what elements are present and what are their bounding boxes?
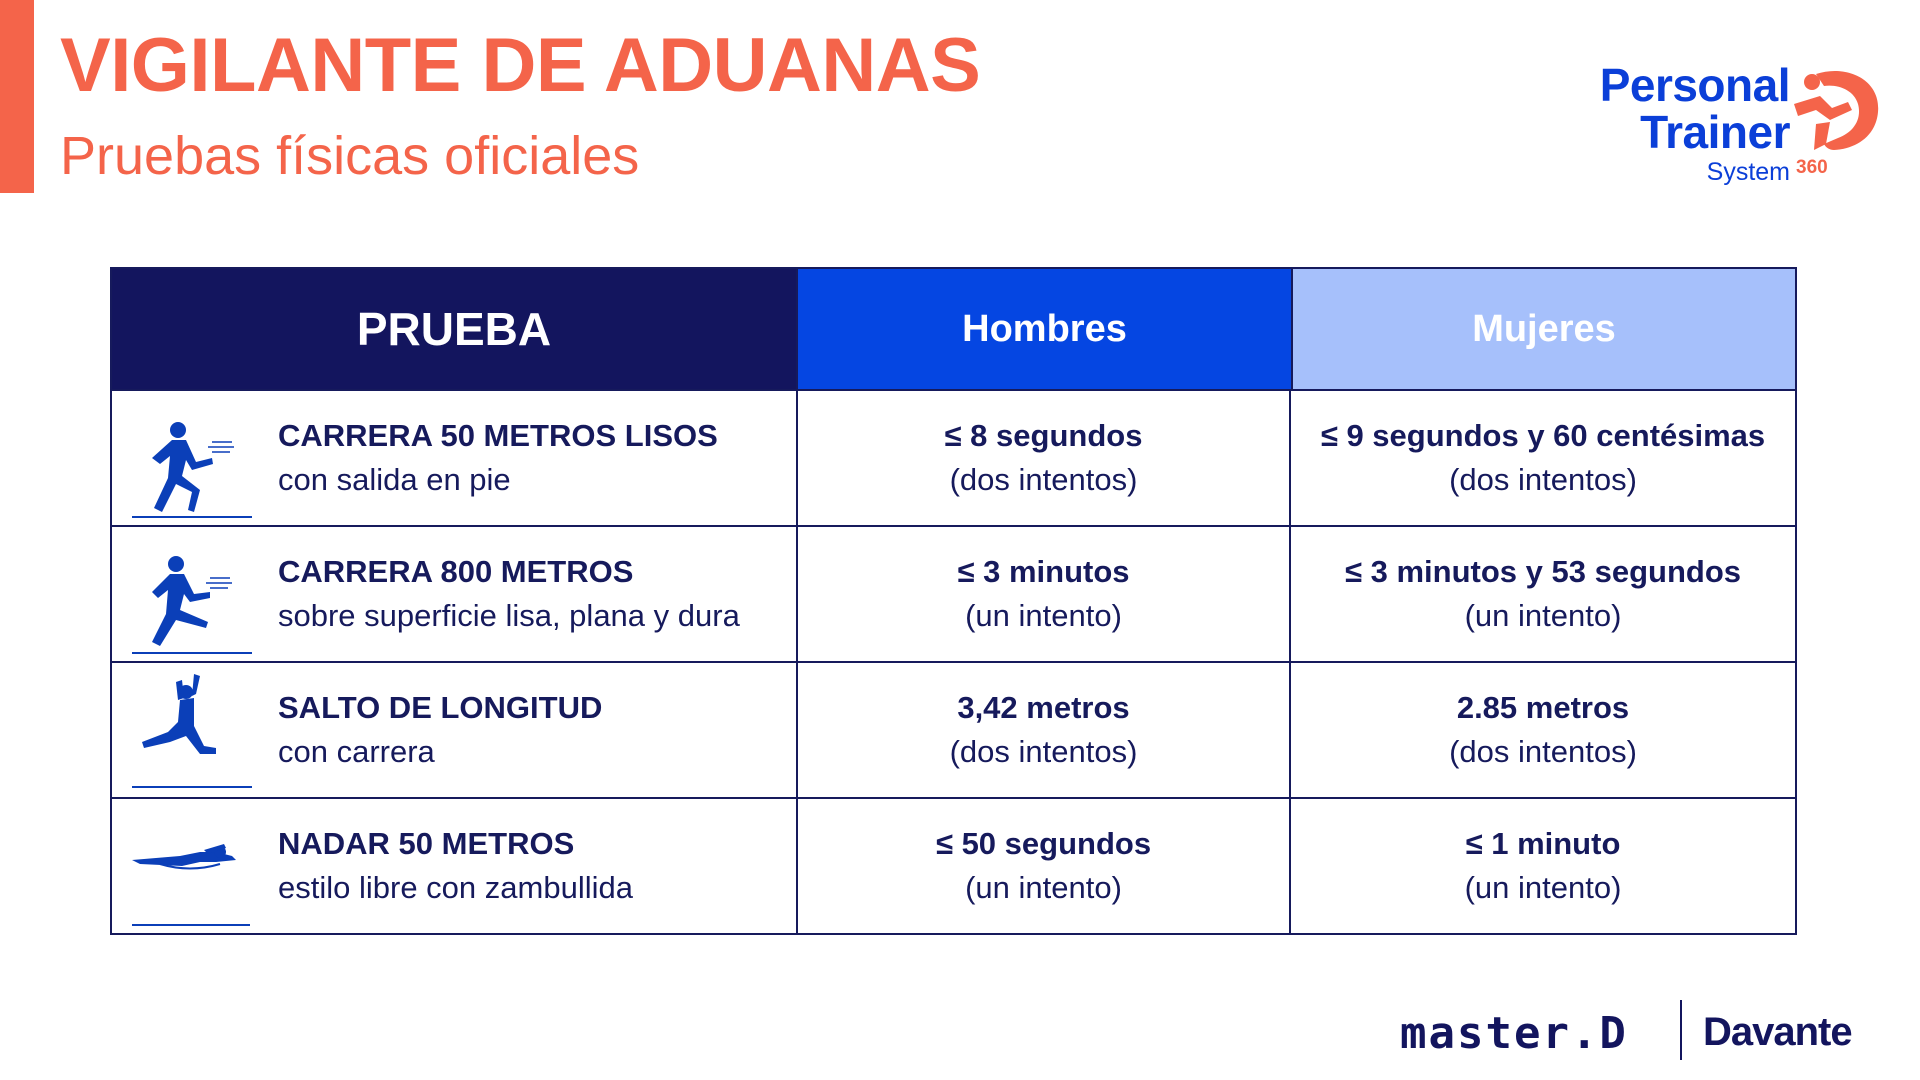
men-result-cell: [798, 527, 1291, 661]
sprinter-icon: [120, 392, 260, 524]
women-result-cell: [1291, 391, 1795, 525]
test-cell: [112, 527, 798, 661]
davante-logo: Davante: [1703, 1010, 1852, 1054]
test-description: sobre superficie lisa, plana y dura: [278, 598, 740, 633]
men-value: ≤ 3 minutos: [957, 554, 1130, 589]
men-attempts: (un intento): [965, 598, 1122, 633]
physical-tests-table: [110, 267, 1797, 935]
test-description: con carrera: [278, 734, 435, 769]
swimmer-icon: [120, 800, 260, 932]
women-value: ≤ 3 minutos y 53 segundos: [1345, 554, 1741, 589]
header-test: PRUEBA: [112, 269, 798, 389]
women-value: 2.85 metros: [1456, 690, 1630, 725]
test-name: CARRERA 50 METROS LISOS: [278, 418, 718, 453]
women-attempts: (dos intentos): [1449, 734, 1637, 769]
men-value: ≤ 50 segundos: [935, 826, 1152, 861]
test-description: con salida en pie: [278, 462, 511, 497]
footer-divider: [1680, 1000, 1682, 1060]
men-attempts: (dos intentos): [949, 734, 1138, 769]
table-row: [112, 797, 1795, 933]
table-row: [112, 661, 1795, 797]
runner-icon: [120, 528, 260, 660]
women-result-cell: [1291, 663, 1795, 797]
women-attempts: (dos intentos): [1449, 462, 1637, 497]
logo-line-personal: Personal: [1599, 59, 1790, 111]
men-value: 3,42 metros: [957, 690, 1130, 725]
test-cell: [112, 663, 798, 797]
women-result-cell: [1291, 527, 1795, 661]
test-cell: [112, 799, 798, 933]
test-name: CARRERA 800 METROS: [278, 554, 634, 589]
men-result-cell: [798, 663, 1291, 797]
men-result-cell: [798, 799, 1291, 933]
men-attempts: (un intento): [965, 870, 1122, 905]
page-title: VIGILANTE DE ADUANAS: [60, 23, 981, 108]
table-row: [112, 389, 1795, 525]
accent-bar: [0, 0, 34, 193]
trainer-figure-icon: [1786, 64, 1886, 164]
logo-line-trainer: Trainer: [1640, 106, 1790, 158]
long-jump-icon: [120, 664, 260, 796]
women-result-cell: [1291, 799, 1795, 933]
personal-trainer-logo: [1590, 59, 1890, 192]
women-value: ≤ 1 minuto: [1465, 826, 1621, 861]
test-description: estilo libre con zambullida: [278, 870, 633, 905]
page-subtitle: Pruebas físicas oficiales: [60, 126, 640, 186]
women-attempts: (un intento): [1464, 598, 1622, 633]
women-attempts: (un intento): [1464, 870, 1622, 905]
header-women: Mujeres: [1291, 269, 1795, 389]
women-value: ≤ 9 segundos y 60 centésimas: [1320, 418, 1766, 453]
test-cell: [112, 391, 798, 525]
test-name: SALTO DE LONGITUD: [278, 690, 603, 725]
table-row: [112, 525, 1795, 661]
masterd-logo: master.D: [1400, 1008, 1628, 1059]
men-value: ≤ 8 segundos: [944, 418, 1143, 453]
header-men: Hombres: [798, 269, 1291, 389]
men-attempts: (dos intentos): [949, 462, 1138, 497]
logo-number: 360: [1796, 157, 1828, 178]
test-name: NADAR 50 METROS: [278, 826, 575, 861]
men-result-cell: [798, 391, 1291, 525]
table-header-row: [112, 269, 1795, 389]
logo-line-system: System: [1706, 158, 1790, 186]
